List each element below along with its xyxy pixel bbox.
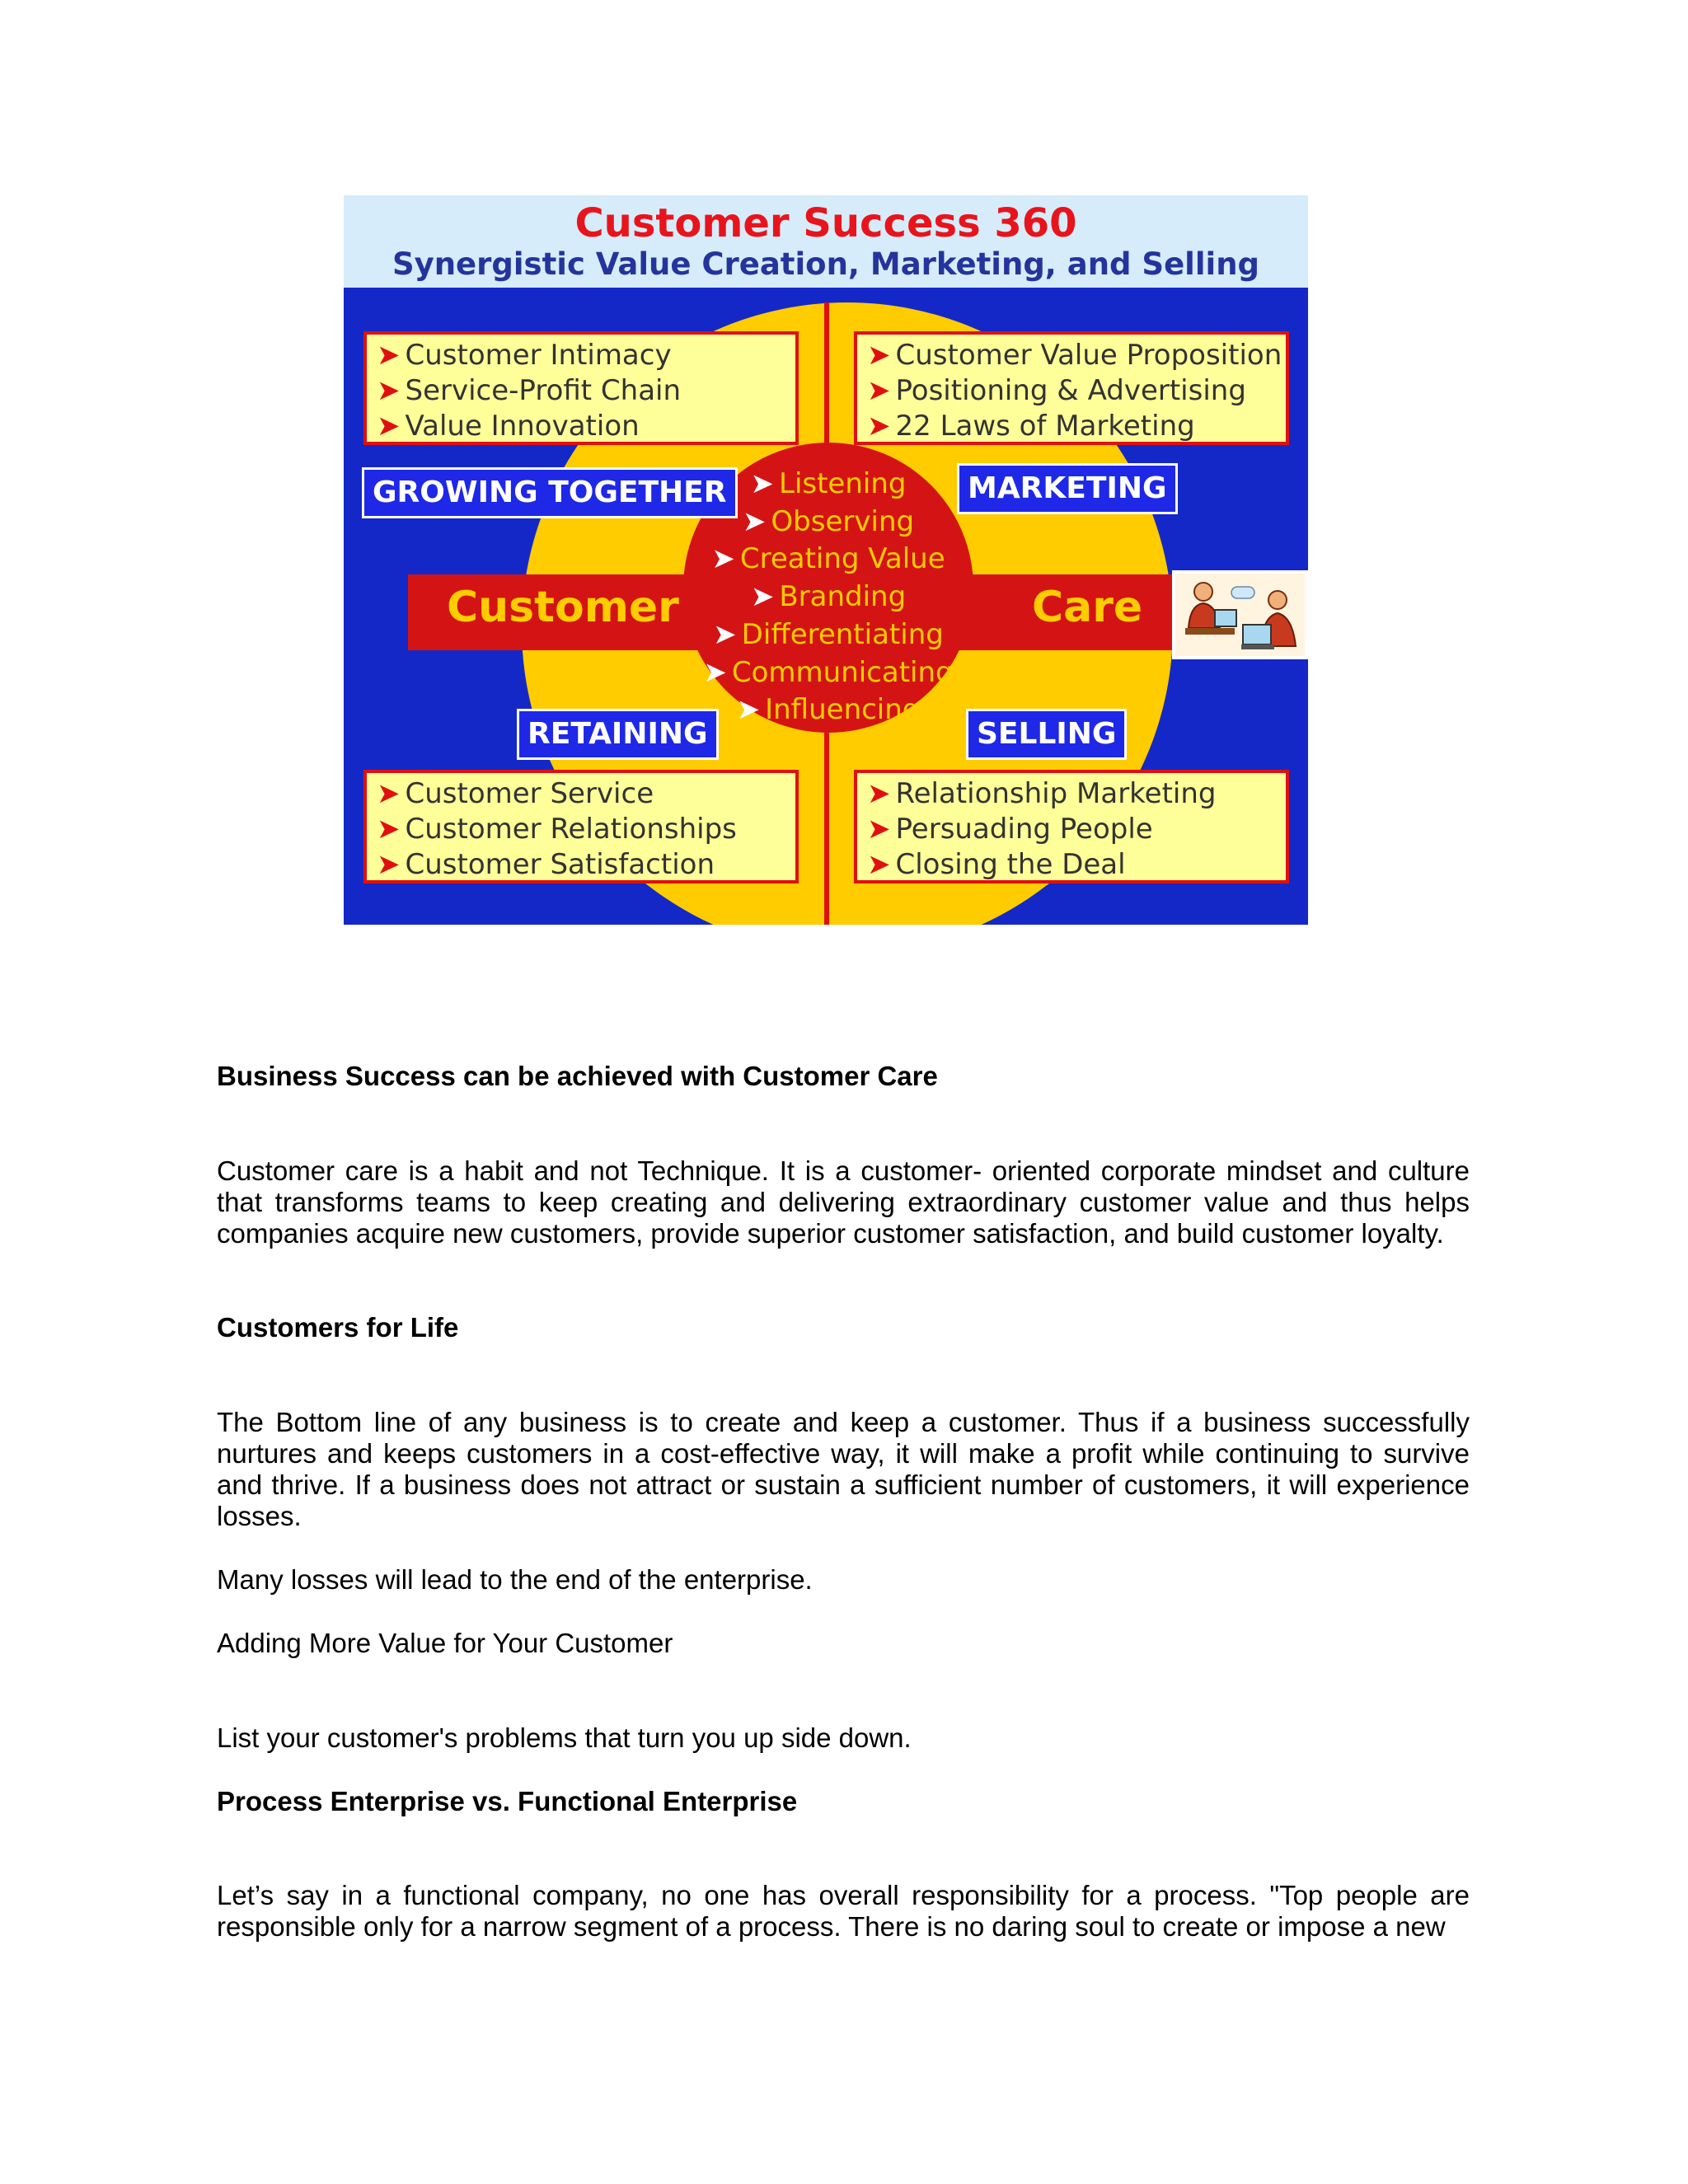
list-item-label: Persuading People (895, 813, 1153, 846)
list-item (377, 338, 795, 373)
list-item-label: Observing (771, 504, 915, 538)
list-item (377, 847, 795, 883)
list-item (377, 409, 795, 444)
arrow-icon: ➤ (377, 848, 401, 881)
diagram-header (344, 195, 1308, 288)
arrow-icon: ➤ (867, 777, 891, 810)
arrow-icon: ➤ (867, 339, 891, 372)
quadrant-bottom-right (854, 770, 1289, 883)
list-item (683, 616, 973, 654)
list-item-label: Closing the Deal (895, 848, 1126, 881)
arrow-icon: ➤ (377, 374, 401, 407)
list-item (377, 776, 795, 812)
paragraph-customer-care: Customer care is a habit and not Technique. It is a customer- oriented corporate mindset and culture that transforms teams to keep creating and delivering extraordinary customer value and thus helps companies acquire new customers, provide superior customer satisfaction, and build customer loyalty. (217, 1155, 1470, 1249)
list-item-label: Value Innovation (405, 410, 640, 443)
list-item-label: Branding (779, 580, 907, 614)
tag-retaining: RETAINING (517, 709, 719, 760)
arrow-icon: ➤ (713, 617, 737, 651)
quadrant-top-left (363, 331, 799, 445)
paragraph-functional-company: Let’s say in a functional company, no one has overall responsibility for a process. "Top people are responsible only for a narrow segment of a process. There is no daring soul to create or impose a new (217, 1880, 1470, 1942)
list-item-label: 22 Laws of Marketing (895, 410, 1195, 443)
list-item-label: Customer Service (405, 777, 654, 810)
heading-process-enterprise: Process Enterprise vs. Functional Enterprise (217, 1786, 798, 1816)
list-item-label: Customer Relationships (405, 813, 737, 846)
list-item-label: Customer Satisfaction (405, 848, 715, 881)
tag-growing-together: GROWING TOGETHER (362, 467, 738, 518)
band-word-customer: Customer (447, 583, 679, 632)
arrow-icon: ➤ (377, 813, 401, 846)
list-item-label: Customer Intimacy (405, 339, 672, 372)
list-item-label: Influencing (765, 693, 921, 727)
list-item-label: Listening (779, 467, 907, 500)
list-item (377, 812, 795, 847)
people-at-computers-icon (1172, 570, 1308, 659)
arrow-icon: ➤ (377, 777, 401, 810)
list-item (867, 409, 1286, 444)
list-item-label: Positioning & Advertising (895, 374, 1246, 407)
paragraph-adding-value: Adding More Value for Your Customer (217, 1628, 673, 1658)
quadrant-top-right (854, 331, 1289, 445)
tag-marketing: MARKETING (957, 463, 1178, 514)
heading-business-success: Business Success can be achieved with Customer Care (217, 1061, 938, 1091)
diagram-subtitle: Synergistic Value Creation, Marketing, and Selling (392, 246, 1260, 282)
arrow-icon: ➤ (867, 410, 891, 443)
list-item (683, 579, 973, 616)
arrow-icon: ➤ (742, 504, 767, 538)
list-item-label: Service-Profit Chain (405, 374, 682, 407)
arrow-icon: ➤ (703, 655, 727, 689)
list-item (683, 541, 973, 579)
list-item (683, 691, 973, 729)
customer-success-360-diagram (344, 195, 1308, 925)
diagram-title: Customer Success 360 (574, 200, 1077, 246)
arrow-icon: ➤ (750, 580, 775, 614)
heading-customers-for-life: Customers for Life (217, 1312, 459, 1343)
list-item-label: Relationship Marketing (895, 777, 1217, 810)
list-item-label: Creating Value (739, 542, 945, 576)
arrow-icon: ➤ (867, 374, 891, 407)
paragraph-bottom-line: The Bottom line of any business is to create and keep a customer. Thus if a business successfully nurtures and keeps customers in a cost-effective way, it will make a profit while continuing to survive and thrive. If a business does not attract or sustain a sufficient number of customers, it will experience losses. (217, 1407, 1470, 1531)
list-item (377, 373, 795, 409)
list-item (683, 654, 973, 692)
arrow-icon: ➤ (736, 693, 761, 727)
paragraph-list-problems: List your customer's problems that turn you up side down. (217, 1722, 912, 1753)
paragraph-many-losses: Many losses will lead to the end of the enterprise. (217, 1564, 813, 1595)
arrow-icon: ➤ (750, 467, 774, 500)
arrow-icon: ➤ (867, 848, 891, 881)
arrow-icon: ➤ (377, 339, 401, 372)
list-item-label: Customer Value Proposition (895, 339, 1282, 372)
arrow-icon: ➤ (377, 410, 401, 443)
tag-selling: SELLING (966, 709, 1127, 760)
list-item-label: Differentiating (741, 617, 944, 651)
list-item (867, 847, 1286, 883)
list-item (867, 776, 1286, 812)
band-word-care: Care (1032, 583, 1143, 632)
list-item-label: Communicating (731, 655, 954, 689)
list-item (867, 812, 1286, 847)
list-item (867, 373, 1286, 409)
arrow-icon: ➤ (867, 813, 891, 846)
arrow-icon: ➤ (711, 542, 735, 576)
list-item (867, 338, 1286, 373)
quadrant-bottom-left (363, 770, 799, 883)
